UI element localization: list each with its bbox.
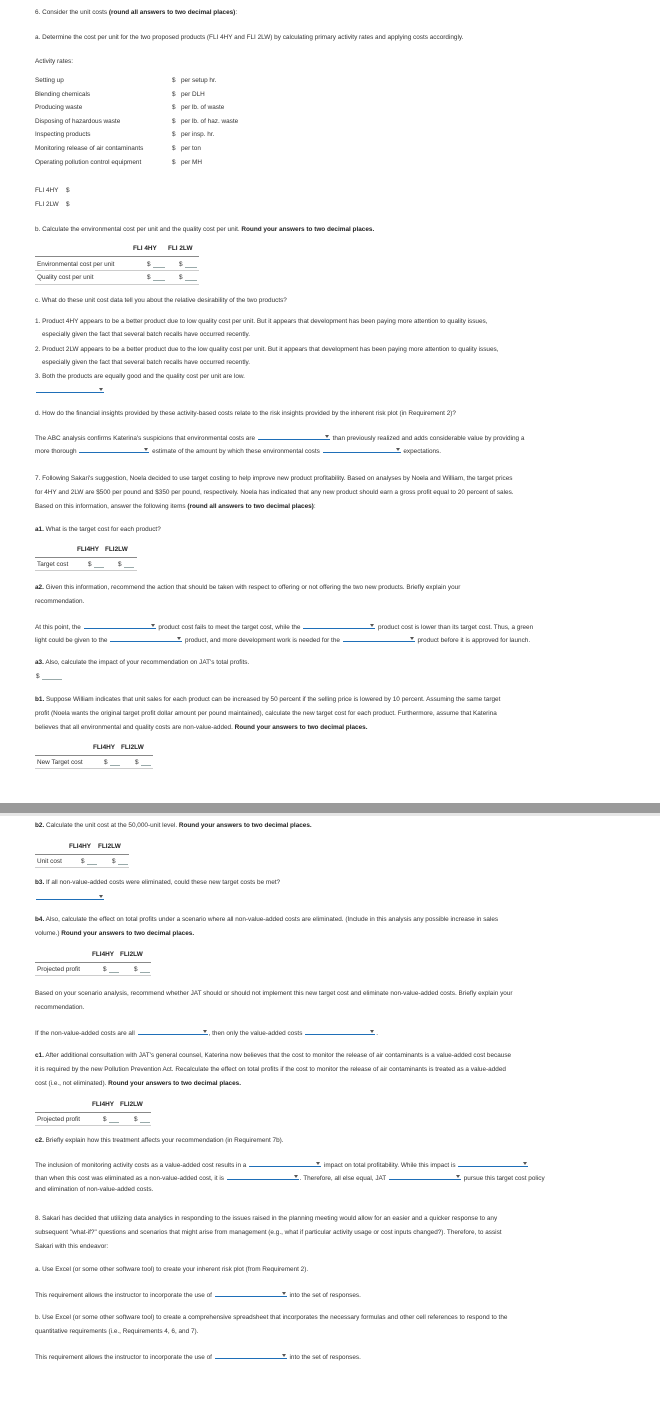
option-2-line1: 2. Product 2LW appears to be a better product due to the low quality cost per unit. But it appears that development has been paying more attention to quality issues,	[35, 346, 499, 353]
screenshot-separator-shadow	[0, 813, 660, 816]
q7b2-text: b2. Calculate the unit cost at the 50,000-unit level. Round your answers to two decimal places.	[35, 822, 312, 829]
activity-unit: per setup hr.	[181, 77, 217, 84]
q8b-line2: quantitative requirements (i.e., Requirements 4, 6, and 7).	[35, 1328, 199, 1335]
option-3-line1: 3. Both the products are equally good and the quality cost per unit are low.	[35, 373, 245, 380]
table-rule	[35, 755, 153, 756]
c2-sentence-line1: The inclusion of monitoring activity costs as a value-added cost results in a impact on total profitability. While this impact is	[35, 1160, 529, 1169]
row-label-projected-profit: Projected profit	[37, 1116, 80, 1123]
q7b1-line3: believes that all environmental and quality costs are non-value-added. Round your answers to two decimal places.	[35, 724, 368, 731]
q6-heading: 6. Consider the unit costs (round all answers to two decimal places):	[35, 9, 238, 16]
table-rule	[35, 962, 151, 963]
quality-cost-4hy-input[interactable]	[153, 274, 165, 283]
q6c-answer-dropdown[interactable]	[35, 386, 105, 395]
q7c1-line2: it is required by the new Pollution Prevention Act. Recalculate the effect on total profits if the cost to monitor the release of air contaminants is treated as a value-added	[35, 1066, 506, 1073]
q6c-text: c. What do these unit cost data tell you about the relative desirability of the two products?	[35, 297, 287, 304]
q7a3-text: a3. Also, calculate the impact of your recommendation on JAT's total profits.	[35, 659, 250, 666]
activity-unit: per lb. of waste	[181, 104, 225, 112]
q7a2-text-line2: recommendation.	[35, 598, 85, 605]
recalc-profit-4hy-input[interactable]	[109, 1116, 119, 1125]
projected-profit-4hy-input[interactable]	[109, 966, 119, 975]
development-product-dropdown[interactable]	[343, 635, 415, 642]
passing-product-dropdown[interactable]	[303, 622, 375, 629]
dollar-sign: $	[172, 77, 176, 84]
dollar-sign: $	[172, 145, 176, 152]
q8-intro-line2: subsequent "what-if?" questions and scenarios that might arise from management (e.g., what if particular activity usage or cost inputs changed?). Therefore, to assist	[35, 1229, 502, 1236]
activity-name: Disposing of hazardous waste	[35, 117, 121, 125]
q7c2-text: c2. Briefly explain how this treatment affects your recommendation (in Requirement 7b).	[35, 1137, 284, 1144]
costs-magnitude-dropdown[interactable]	[258, 433, 330, 440]
b3-answer-dropdown[interactable]	[35, 893, 105, 902]
dollar-sign: $	[66, 201, 70, 208]
activity-name: Setting up	[35, 77, 64, 84]
environmental-cost-2lw-input[interactable]	[185, 261, 197, 270]
dollar-sign: $	[179, 261, 183, 268]
col-header-fli4hy: FLI4HY	[92, 1101, 115, 1108]
activity-rate-input[interactable]	[177, 131, 180, 140]
row-divider	[35, 1125, 151, 1126]
option-1-line1: 1. Product 4HY appears to be a better product due to low quality cost per unit. But it appears that development has been paying more attention to quality issues,	[35, 318, 488, 325]
row-divider	[35, 570, 137, 571]
dollar-sign: $	[104, 759, 108, 766]
new-target-cost-2lw-input[interactable]	[141, 759, 151, 768]
q8a-sentence: This requirement allows the instructor to incorporate the use of into the set of responses.	[35, 1292, 361, 1299]
quality-cost-2lw-input[interactable]	[185, 274, 197, 283]
dollar-sign: $	[88, 561, 92, 568]
activity-name: Inspecting products	[35, 131, 91, 139]
row-divider	[35, 768, 153, 769]
table-rule	[35, 854, 129, 855]
target-cost-2lw-input[interactable]	[124, 561, 134, 570]
q6d-text: d. How do the financial insights provided by these activity-based costs relate to the risk insights provided by the inherent risk plot (in Requirement 2)?	[35, 410, 456, 417]
col-header-fli-4hy: FLI 4HY	[133, 245, 157, 252]
total-profit-impact-input[interactable]	[42, 673, 62, 682]
dollar-sign: $	[172, 131, 176, 139]
q6d-sentence-line2: more thorough estimate of the amount by which these environmental costs expectations.	[35, 448, 442, 455]
activity-unit: per ton	[181, 145, 201, 152]
c2-sentence-line3: and elimination of non-value-added costs.	[35, 1186, 154, 1193]
q6b-text: b. Calculate the environmental cost per unit and the quality cost per unit. Round your answers to two decimal places.	[35, 226, 375, 233]
projected-profit-2lw-input[interactable]	[140, 966, 150, 975]
unit-cost-input[interactable]	[72, 201, 78, 210]
unit-cost-4hy-input[interactable]	[87, 858, 97, 867]
environmental-cost-4hy-input[interactable]	[153, 261, 165, 270]
dollar-sign: $	[172, 90, 176, 98]
dollar-sign: $	[147, 274, 151, 281]
dollar-sign: $	[172, 104, 176, 112]
q7-intro-line2: for 4HY and 2LW are $500 per pound and $350 per pound, respectively. Noela has indicated that any new product should earn a gross profit equal to 20 percent of sales.	[35, 489, 514, 496]
col-header-fli2lw: FLI2LW	[98, 843, 121, 850]
q7b3-text: b3. If all non-value-added costs were eliminated, could these new target costs be met?	[35, 879, 281, 886]
q8a-text: a. Use Excel (or some other software tool) to create your inherent risk plot (from Requirement 2).	[35, 1266, 309, 1273]
col-header-fli2lw: FLI2LW	[121, 744, 144, 751]
col-header-fli2lw: FLI2LW	[120, 951, 143, 958]
unit-cost-input[interactable]	[72, 187, 78, 196]
dollar-sign: $	[66, 187, 70, 194]
dollar-sign: $	[172, 158, 176, 166]
col-header-fli2lw: FLI2LW	[120, 1101, 143, 1108]
scenario-text-line1: Based on your scenario analysis, recommend whether JAT should or should not implement this new target cost and eliminate non-value-added costs. Briefly explain your	[35, 990, 513, 997]
activity-rate-input[interactable]	[177, 77, 180, 86]
q7b1-line1: b1. Suppose William indicates that unit sales for each product can be increased by 50 percent if the selling price is lowered by 10 percent. Assuming the same target	[35, 696, 501, 703]
q7a2-sentence-line2: light could be given to the product, and more development work is needed for the product before it is approved for launch.	[35, 637, 531, 644]
q7c1-line3: cost (i.e., not eliminated). Round your answers to two decimal places.	[35, 1080, 241, 1087]
row-label-new-target-cost: New Target cost	[37, 759, 83, 766]
q6d-sentence-line1: The ABC analysis confirms Katerina's suspicions that environmental costs are than previously realized and adds considerable value by providing a	[35, 435, 525, 442]
row-label-unit-cost: Unit cost	[37, 858, 62, 865]
recalc-profit-2lw-input[interactable]	[140, 1116, 150, 1125]
q8b-sentence: This requirement allows the instructor to incorporate the use of into the set of responses.	[35, 1354, 361, 1361]
row-divider	[35, 284, 199, 285]
col-header-fli2lw: FLI2LW	[105, 546, 128, 553]
q8a-tool-dropdown[interactable]	[215, 1290, 287, 1297]
value-added-outcome-dropdown[interactable]	[305, 1028, 375, 1035]
q8-intro-line1: 8. Sakari has decided that utilizing data analytics in responding to the issues raised in the planning meeting would allow for an easier and a quicker response to any	[35, 1215, 498, 1222]
dollar-sign: $	[172, 117, 176, 125]
activity-name: Blending chemicals	[35, 90, 91, 98]
q7a1-text: a1. What is the target cost for each product?	[35, 526, 161, 533]
q7a2-text-line1: a2. Given this information, recommend the action that should be taken with respect to offering or not offering the two new products. Briefly explain your	[35, 584, 461, 591]
col-header-fli4hy: FLI4HY	[92, 951, 115, 958]
activity-unit: per MH	[181, 158, 202, 166]
row-divider	[35, 975, 151, 976]
activity-rate-input[interactable]	[177, 118, 180, 127]
dollar-sign: $	[112, 858, 116, 865]
col-header-fli4hy: FLI4HY	[77, 546, 100, 553]
dollar-sign: $	[134, 1116, 138, 1123]
dollar-sign: $	[135, 759, 139, 766]
dollar-sign: $	[134, 966, 138, 973]
dollar-sign: $	[147, 261, 151, 268]
estimate-quality-dropdown[interactable]	[79, 446, 149, 453]
col-header-fli4hy: FLI4HY	[69, 843, 92, 850]
dollar-sign: $	[179, 274, 183, 281]
unit-cost-label: FLI 4HY	[35, 187, 59, 194]
row-label-quality-cost: Quality cost per unit	[37, 274, 94, 281]
activity-rate-input[interactable]	[177, 159, 180, 168]
row-label-environmental-cost: Environmental cost per unit	[37, 261, 115, 268]
q8b-tool-dropdown[interactable]	[215, 1352, 287, 1359]
dollar-sign: $	[103, 1116, 107, 1123]
dollar-sign: $	[103, 966, 107, 973]
should-pursue-dropdown[interactable]	[389, 1173, 461, 1180]
activity-rate-input[interactable]	[177, 145, 180, 154]
option-1-line2: especially given the fact that several batch recalls have occurred recently.	[42, 331, 251, 338]
activity-unit: per DLH	[181, 90, 205, 98]
option-2-line2: especially given the fact that several batch recalls have occurred recently.	[42, 359, 251, 366]
activity-name: Operating pollution control equipment	[35, 158, 142, 166]
activity-unit: per insp. hr.	[181, 131, 215, 139]
green-light-product-dropdown[interactable]	[110, 635, 182, 642]
new-target-cost-4hy-input[interactable]	[110, 759, 120, 768]
profit-impact-dropdown[interactable]	[249, 1160, 321, 1167]
q7c1-line1: c1. After additional consultation with JAT's general counsel, Katerina now believes that the cost to monitor the release of air contaminants is a value-added cost because	[35, 1052, 512, 1059]
impact-size-dropdown[interactable]	[458, 1160, 528, 1167]
unit-cost-2lw-input[interactable]	[118, 858, 128, 867]
col-header-fli-2lw: FLI 2LW	[168, 245, 193, 252]
row-label-projected-profit: Projected profit	[37, 966, 80, 973]
still-positive-dropdown[interactable]	[227, 1173, 299, 1180]
activity-name: Monitoring release of air contaminants	[35, 145, 144, 152]
activity-rate-input[interactable]	[177, 104, 180, 113]
activity-rates-label: Activity rates:	[35, 58, 73, 65]
expectation-comparison-dropdown[interactable]	[323, 446, 401, 453]
failing-product-dropdown[interactable]	[84, 622, 156, 629]
q7a2-sentence-line1: At this point, the product cost fails to meet the target cost, while the product cost is lower than its target cost. Thus, a green	[35, 624, 534, 631]
unit-cost-label: FLI 2LW	[35, 201, 59, 208]
table-rule	[35, 256, 199, 257]
col-header-fli4hy: FLI4HY	[93, 744, 116, 751]
activity-name: Producing waste	[35, 104, 83, 112]
table-rule	[35, 557, 137, 558]
q7b4-line2: volume.) Round your answers to two decimal places.	[35, 930, 195, 937]
c2-sentence-line2: than when this cost was eliminated as a non-value-added cost, it is . Therefore, all else equal, JAT pursue this target cost policy	[35, 1175, 545, 1182]
row-divider	[35, 270, 199, 271]
a3-dollar-sign: $	[36, 673, 40, 680]
row-label-target-cost: Target cost	[37, 561, 69, 568]
q8b-line1: b. Use Excel (or some other software tool) to create a comprehensive spreadsheet that incorporates the necessary formulas and other cell references to respond to the	[35, 1314, 508, 1321]
q7-intro-line3: Based on this information, answer the following items (round all answers to two decimal places):	[35, 503, 316, 510]
q7b4-line1: b4. Also, calculate the effect on total profits under a scenario where all non-value-added costs are eliminated. (Include in this analysis any possible increase in sales	[35, 916, 499, 923]
target-cost-4hy-input[interactable]	[94, 561, 104, 570]
screenshot-separator	[0, 803, 660, 813]
q7b1-line2: profit (Noela wants the original target profit dollar amount per pound maintained), calculate the new target cost for each product. Furthermore, assume that Katerina	[35, 710, 497, 717]
activity-unit: per lb. of haz. waste	[181, 117, 239, 125]
dollar-sign: $	[81, 858, 85, 865]
q8-intro-line3: Sakari with this endeavor:	[35, 1243, 109, 1250]
row-divider	[35, 867, 129, 868]
activity-rate-input[interactable]	[177, 91, 180, 100]
dollar-sign: $	[118, 561, 122, 568]
scenario-text-line2: recommendation.	[35, 1004, 85, 1011]
nva-sentence: If the non-value-added costs are all , then only the value-added costs .	[35, 1030, 378, 1037]
q7-intro-line1: 7. Following Sakari's suggestion, Noela decided to use target costing to help improve new product profitability. Based on analyses by Noela and William, the target prices	[35, 475, 513, 482]
nva-elimination-dropdown[interactable]	[138, 1028, 208, 1035]
table-rule	[35, 1112, 151, 1113]
q6a-text: a. Determine the cost per unit for the two proposed products (FLI 4HY and FLI 2LW) by calculating primary activity rates and applying costs accordingly.	[35, 34, 464, 41]
